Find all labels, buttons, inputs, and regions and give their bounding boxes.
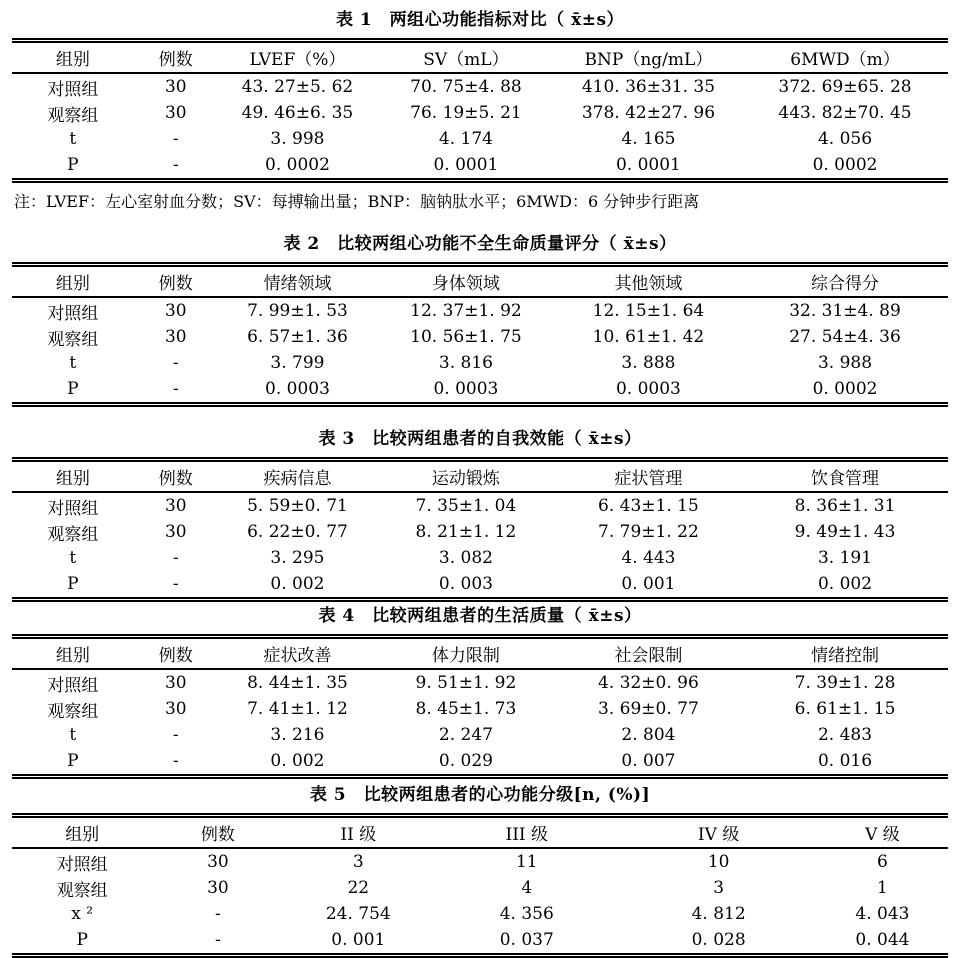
row-label: P <box>76 930 88 950</box>
column-header: 症状改善 <box>218 637 377 670</box>
table-row <box>12 297 948 324</box>
table-cell: 410. 36±31. 35 <box>581 77 716 97</box>
table-cell: 6. 22±0. 77 <box>247 522 348 542</box>
table-1-note: 注：LVEF：左心室射血分数；SV：每搏输出量；BNP：脑钠肽水平；6MWD：6 分钟步行距离 <box>14 192 700 211</box>
table-3-header-row <box>12 460 948 493</box>
table-cell: 12. 37±1. 92 <box>410 301 522 321</box>
column-header: V 级 <box>817 816 948 849</box>
column-header: BNP（ng/mL） <box>555 41 742 74</box>
table-cell: 9. 49±1. 43 <box>794 522 896 542</box>
table-cell: 6. 57±1. 36 <box>247 327 348 347</box>
table-row <box>12 722 948 748</box>
column-header: II 级 <box>283 816 433 849</box>
table-cell: 4. 174 <box>438 129 493 149</box>
table-cell: 2. 483 <box>817 725 873 745</box>
table-cell: 3. 295 <box>270 548 325 568</box>
row-label: 观察组 <box>47 105 99 126</box>
table-cell: 10. 56±1. 75 <box>410 327 522 347</box>
table-3 <box>12 457 948 602</box>
column-header: 饮食管理 <box>742 460 948 493</box>
table-cell: 0. 037 <box>499 930 554 950</box>
table-row <box>12 324 948 350</box>
table-cell: - <box>172 574 179 594</box>
row-label: 观察组 <box>47 329 99 350</box>
column-header: 例数 <box>134 637 218 670</box>
row-label: x ² <box>71 904 94 924</box>
column-header: 组别 <box>12 816 152 849</box>
table-5 <box>12 813 948 958</box>
table-row <box>12 669 948 696</box>
table-cell: 7. 39±1. 28 <box>794 673 896 693</box>
column-header: 组别 <box>12 460 134 493</box>
table-row <box>12 927 948 956</box>
table-cell: 8. 45±1. 73 <box>415 699 517 719</box>
row-label: 对照组 <box>56 854 108 875</box>
table-cell: 22 <box>347 878 370 898</box>
table-3-title: 表 3 比较两组患者的自我效能（ x̄±s） <box>318 429 642 449</box>
table-cell: 2. 247 <box>438 725 493 745</box>
table-cell: 30 <box>164 77 187 97</box>
row-label: t <box>69 725 77 745</box>
table-cell: 0. 044 <box>855 930 910 950</box>
table-cell: 3. 216 <box>270 725 325 745</box>
table-cell: 7. 79±1. 22 <box>598 522 699 542</box>
table-2-header-row <box>12 265 948 298</box>
column-header: 运动锻炼 <box>377 460 555 493</box>
table-3-section <box>12 429 948 602</box>
column-header: 例数 <box>152 816 283 849</box>
table-cell: 0. 002 <box>270 751 325 771</box>
row-label: 观察组 <box>47 524 99 545</box>
column-header: IV 级 <box>620 816 817 849</box>
row-label: 对照组 <box>47 675 99 696</box>
table-cell: 0. 001 <box>331 930 386 950</box>
table-cell: 0. 016 <box>817 751 873 771</box>
column-header: 症状管理 <box>555 460 742 493</box>
table-row <box>12 492 948 519</box>
table-cell: 378. 42±27. 96 <box>581 103 716 123</box>
table-cell: 30 <box>207 852 229 872</box>
column-header: 组别 <box>12 265 134 298</box>
table-cell: 6. 61±1. 15 <box>794 699 896 719</box>
table-cell: 3. 988 <box>817 353 873 373</box>
table-cell: 0. 029 <box>438 751 493 771</box>
table-cell: 8. 44±1. 35 <box>247 673 348 693</box>
table-cell: 32. 31±4. 89 <box>789 301 901 321</box>
table-cell: 0. 007 <box>621 751 676 771</box>
table-cell: - <box>172 155 179 175</box>
table-cell: 3. 082 <box>438 548 493 568</box>
column-header: 疾病信息 <box>218 460 377 493</box>
table-cell: 0. 0002 <box>812 379 878 399</box>
table-2-title: 表 2 比较两组心功能不全生命质量评分（ x̄±s） <box>283 234 677 254</box>
table-2-section <box>12 234 948 407</box>
table-cell: 4. 32±0. 96 <box>598 673 699 693</box>
table-cell: 30 <box>164 522 187 542</box>
table-cell: 4. 356 <box>499 904 554 924</box>
column-header: 综合得分 <box>742 265 948 298</box>
table-2 <box>12 262 948 407</box>
column-header: SV（mL） <box>377 41 555 74</box>
table-cell: 30 <box>164 103 187 123</box>
table-cell: 3 <box>352 852 364 872</box>
row-label: 对照组 <box>47 303 99 324</box>
row-label: t <box>69 548 77 568</box>
table-cell: 0. 0002 <box>812 155 878 175</box>
table-5-header-row <box>12 816 948 849</box>
table-cell: 4. 165 <box>621 129 676 149</box>
table-cell: 0. 0003 <box>265 379 330 399</box>
table-row <box>12 696 948 722</box>
table-4-title: 表 4 比较两组患者的生活质量（ x̄±s） <box>318 606 642 626</box>
table-row <box>12 376 948 405</box>
table-cell: 3. 799 <box>270 353 325 373</box>
row-label: 对照组 <box>47 79 99 100</box>
table-cell: 0. 0001 <box>615 155 681 175</box>
table-row <box>12 848 948 875</box>
column-header: LVEF（%） <box>218 41 377 74</box>
table-row <box>12 152 948 181</box>
table-cell: 3 <box>713 878 725 898</box>
table-cell: 49. 46±6. 35 <box>241 103 354 123</box>
table-cell: 30 <box>207 878 229 898</box>
table-cell: 3. 998 <box>270 129 325 149</box>
table-cell: 443. 82±70. 45 <box>778 103 912 123</box>
table-cell: 8. 21±1. 12 <box>415 522 517 542</box>
row-label: 对照组 <box>47 498 99 519</box>
table-cell: 2. 804 <box>621 725 676 745</box>
row-label: P <box>67 379 79 399</box>
table-cell: - <box>172 751 179 771</box>
column-header: 6MWD（m） <box>742 41 948 74</box>
table-cell: 11 <box>515 852 538 872</box>
table-cell: 10 <box>707 852 730 872</box>
table-1-title: 表 1 两组心功能指标对比（ x̄±s） <box>335 10 625 30</box>
column-header: 组别 <box>12 41 134 74</box>
table-cell: 4. 812 <box>691 904 746 924</box>
table-cell: 7. 35±1. 04 <box>415 496 517 516</box>
table-cell: 0. 0003 <box>433 379 499 399</box>
column-header: 例数 <box>134 265 218 298</box>
table-cell: 0. 0002 <box>265 155 330 175</box>
table-cell: 9. 51±1. 92 <box>415 673 517 693</box>
table-cell: 4. 443 <box>621 548 676 568</box>
table-cell: 8. 36±1. 31 <box>794 496 896 516</box>
column-header: 体力限制 <box>377 637 555 670</box>
table-cell: 0. 002 <box>817 574 873 594</box>
table-cell: 43. 27±5. 62 <box>241 77 354 97</box>
column-header: 社会限制 <box>555 637 742 670</box>
table-cell: 3. 888 <box>621 353 676 373</box>
table-row <box>12 571 948 600</box>
table-row <box>12 73 948 100</box>
row-label: 观察组 <box>47 701 99 722</box>
table-cell: 372. 69±65. 28 <box>778 77 912 97</box>
row-label: P <box>67 751 79 771</box>
table-row <box>12 875 948 901</box>
table-4-header-row <box>12 637 948 670</box>
table-1-section <box>12 10 948 212</box>
table-cell: 30 <box>164 496 187 516</box>
row-label: P <box>67 574 79 594</box>
table-5-section <box>12 785 948 958</box>
table-row <box>12 100 948 126</box>
table-cell: - <box>172 353 179 373</box>
table-cell: 0. 001 <box>621 574 676 594</box>
table-cell: 3. 816 <box>438 353 493 373</box>
table-cell: 6 <box>877 852 888 872</box>
table-cell: 30 <box>164 301 187 321</box>
table-cell: 4. 056 <box>817 129 873 149</box>
table-cell: - <box>172 379 179 399</box>
column-header: 组别 <box>12 637 134 670</box>
column-header: III 级 <box>433 816 620 849</box>
table-cell: 24. 754 <box>325 904 391 924</box>
table-cell: 4. 043 <box>855 904 910 924</box>
table-row <box>12 748 948 777</box>
table-cell: 0. 0003 <box>615 379 681 399</box>
table-cell: 10. 61±1. 42 <box>592 327 705 347</box>
table-cell: - <box>172 725 179 745</box>
table-row <box>12 545 948 571</box>
column-header: 情绪领域 <box>218 265 377 298</box>
row-label: t <box>69 353 77 373</box>
table-5-title: 表 5 比较两组患者的心功能分级[n, (%)] <box>309 785 651 805</box>
row-label: P <box>67 155 79 175</box>
column-header: 例数 <box>134 41 218 74</box>
table-row <box>12 519 948 545</box>
table-cell: - <box>215 930 221 950</box>
table-cell: 0. 0001 <box>433 155 499 175</box>
table-cell: 5. 59±0. 71 <box>247 496 348 516</box>
table-cell: - <box>215 904 221 924</box>
table-cell: 30 <box>164 327 187 347</box>
table-row <box>12 350 948 376</box>
column-header: 例数 <box>134 460 218 493</box>
table-cell: 7. 99±1. 53 <box>247 301 348 321</box>
table-cell: 30 <box>164 673 187 693</box>
table-4 <box>12 634 948 779</box>
table-cell: 0. 028 <box>691 930 746 950</box>
column-header: 其他领域 <box>555 265 742 298</box>
table-cell: 0. 002 <box>270 574 325 594</box>
table-cell: 6. 43±1. 15 <box>598 496 699 516</box>
table-1 <box>12 38 948 183</box>
table-cell: 3. 69±0. 77 <box>598 699 699 719</box>
row-label: t <box>69 129 77 149</box>
table-cell: - <box>172 129 179 149</box>
table-cell: 70. 75±4. 88 <box>410 77 522 97</box>
table-cell: - <box>172 548 179 568</box>
row-label: 观察组 <box>56 880 108 901</box>
table-cell: 3. 191 <box>817 548 873 568</box>
column-header: 身体领域 <box>377 265 555 298</box>
table-cell: 4 <box>521 878 533 898</box>
table-row <box>12 901 948 927</box>
table-cell: 1 <box>877 878 888 898</box>
table-cell: 30 <box>164 699 187 719</box>
table-cell: 0. 003 <box>438 574 493 594</box>
table-cell: 12. 15±1. 64 <box>592 301 705 321</box>
table-cell: 27. 54±4. 36 <box>789 327 901 347</box>
table-cell: 7. 41±1. 12 <box>247 699 348 719</box>
table-cell: 76. 19±5. 21 <box>410 103 522 123</box>
column-header: 情绪控制 <box>742 637 948 670</box>
table-4-section <box>12 606 948 779</box>
table-row <box>12 126 948 152</box>
table-1-header-row <box>12 41 948 74</box>
